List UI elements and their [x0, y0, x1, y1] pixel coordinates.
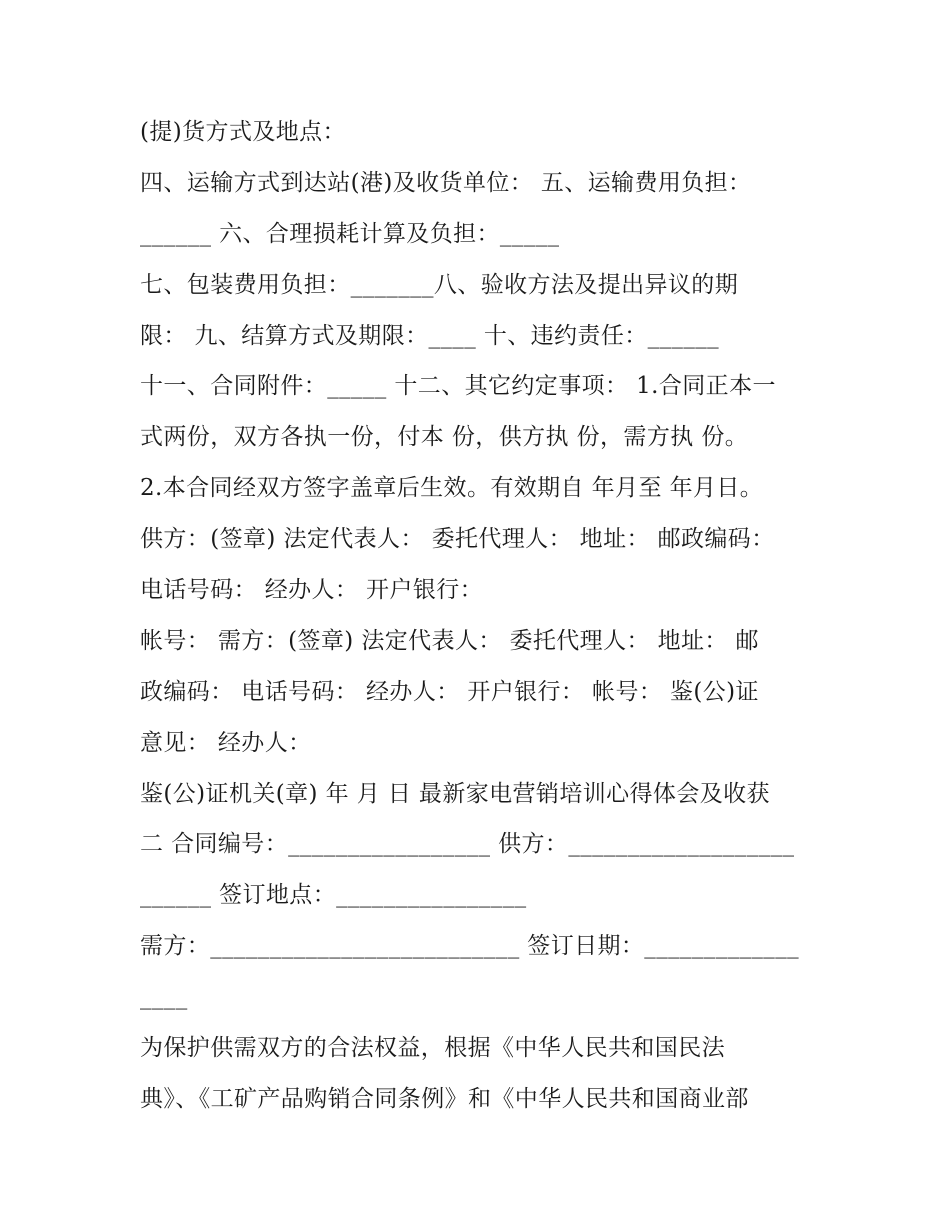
text-line: 帐号： 需方：(签章) 法定代表人： 委托代理人： 地址： 邮 [140, 627, 759, 654]
text-line: ______ 签订地点：________________ [140, 882, 527, 909]
text-line: 政编码： 电话号码： 经办人： 开户银行： 帐号： 鉴(公)证 [140, 678, 759, 705]
text-line: 意见： 经办人： [140, 729, 312, 756]
text-line: 电话号码： 经办人： 开户银行： [140, 577, 484, 604]
text-line: 为保护供需双方的合法权益，根据《中华人民共和国民法 [140, 1035, 725, 1062]
text-line: 供方：(签章) 法定代表人： 委托代理人： 地址： 邮政编码： [140, 526, 775, 553]
text-line: 需方：__________________________ 签订日期：_____________ [140, 933, 800, 960]
text-line: 鉴(公)证机关(章) 年 月 日 最新家电营销培训心得体会及收获 [140, 780, 770, 807]
contract-text-body [140, 107, 830, 1125]
text-line: ______ 六、合理损耗计算及负担：_____ [140, 220, 560, 247]
text-line: 式两份，双方各执一份，付本 份，供方执 份，需方执 份。 [140, 424, 749, 451]
text-line: 典》、《工矿产品购销合同条例》和《中华人民共和国商业部 [140, 1085, 749, 1112]
text-line: 二 合同编号：_________________ 供方：___________________ [140, 831, 795, 858]
text-line: 四、运输方式到达站(港)及收货单位： 五、运输费用负担： [140, 169, 752, 196]
text-line: ____ [140, 984, 188, 1011]
text-line: (提)货方式及地点： [140, 119, 346, 145]
text-line: 限： 九、结算方式及期限：____ 十、违约责任：______ [140, 322, 720, 349]
text-line: 十一、合同附件：_____ 十二、其它约定事项： 1.合同正本一 [140, 373, 776, 400]
text-line: 2.本合同经双方签字盖章后生效。有效期自 年月至 年月日。 [140, 475, 764, 502]
text-line: 七、包装费用负担：_______八、验收方法及提出异议的期 [140, 271, 739, 298]
